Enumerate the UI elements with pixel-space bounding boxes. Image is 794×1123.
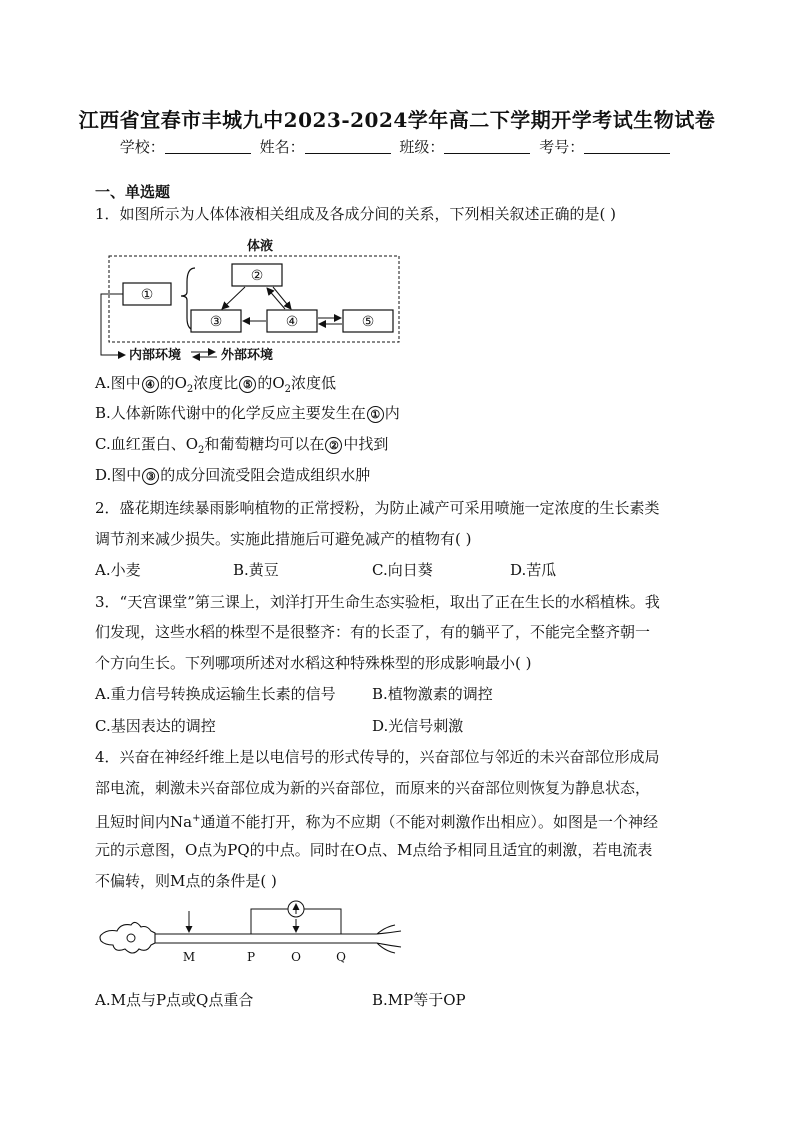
q2-stem-line2: 调节剂来减少损失。实施此措施后可避免减产的植物有( ) xyxy=(95,530,472,548)
q3-stem-line3: 个方向生长。下列哪项所述对水稻这种特殊株型的形成影响最小( ) xyxy=(95,654,532,672)
class-blank[interactable] xyxy=(444,139,530,154)
q2-option-b[interactable]: B.黄豆 xyxy=(233,561,279,579)
q4-neuron-diagram xyxy=(95,897,415,967)
box-3-label: ③ xyxy=(209,314,223,330)
label-p: P xyxy=(246,950,256,964)
q3-option-c[interactable]: C.基因表达的调控 xyxy=(95,717,216,735)
box-2-label: ② xyxy=(250,268,264,284)
student-info-row xyxy=(0,136,794,157)
q2-stem-line1: 2．盛花期连续暴雨影响植物的正常授粉，为防止减产可采用喷施一定浓度的生长素类 xyxy=(95,499,660,517)
arrow-2-to-3 xyxy=(222,287,245,309)
label-o: O xyxy=(291,950,301,964)
q1-body-fluid-diagram xyxy=(95,234,415,366)
external-env-label: 外部环境 xyxy=(221,348,274,363)
school-blank[interactable] xyxy=(165,139,251,154)
q1-option-d[interactable]: D.图中 ③ 的成分回流受阻会造成组织水肿 xyxy=(95,466,371,484)
q4-stem-line1: 4．兴奋在神经纤维上是以电信号的形式传导的，兴奋部位与邻近的未兴奋部位形成局 xyxy=(95,748,660,766)
q3-stem-line2: 们发现，这些水稻的株型不是很整齐：有的长歪了，有的躺平了，不能完全整齐朝一 xyxy=(95,623,651,641)
section-title: 一、单选题 xyxy=(95,183,171,201)
school-label: 学校： xyxy=(119,138,165,156)
label-q: Q xyxy=(336,950,346,964)
q2-option-a[interactable]: A.小麦 xyxy=(95,561,141,579)
q2-option-c[interactable]: C.向日葵 xyxy=(372,561,433,579)
q3-option-d[interactable]: D.光信号刺激 xyxy=(372,717,464,735)
exam-title: 江西省宜春市丰城九中2023-2024学年高二下学期开学考试生物试卷 xyxy=(78,108,716,132)
class-label: 班级： xyxy=(399,138,445,156)
q3-option-a[interactable]: A.重力信号转换成运输生长素的信号 xyxy=(95,685,336,703)
number-blank[interactable] xyxy=(584,139,670,154)
q2-option-d[interactable]: D.苦瓜 xyxy=(510,561,557,579)
box-1-label: ① xyxy=(140,287,154,303)
q4-stem-line5: 不偏转，则M点的条件是( ) xyxy=(95,872,277,890)
q3-stem-line1: 3．“天宫课堂”第三课上，刘洋打开生命生态实验柜，取出了正在生长的水稻植株。我 xyxy=(95,593,660,611)
q4-stem-line2: 部电流，刺激未兴奋部位成为新的兴奋部位，而原来的兴奋部位则恢复为静息状态， xyxy=(95,779,651,797)
name-blank[interactable] xyxy=(305,139,391,154)
q4-stem-line4: 元的示意图，O点为PQ的中点。同时在O点、M点给予相同且适宜的刺激，若电流表 xyxy=(95,841,653,859)
q1-option-a[interactable]: A.图中 ④ 的$O_2$浓度比 ⑤ 的$O_2$浓度低 xyxy=(95,374,337,395)
box-5-label: ⑤ xyxy=(361,314,375,330)
q1-option-c[interactable]: C.血红蛋白、$O_2$和葡萄糖均可以在 ② 中找到 xyxy=(95,435,389,456)
q4-option-b[interactable]: B.MP等于OP xyxy=(372,991,466,1009)
number-label: 考号： xyxy=(539,138,585,156)
q4-stem-line3: 且短时间内Na+通道不能打开，称为不应期（不能对刺激作出相应）。如图是一个神经 xyxy=(95,813,658,831)
q4-option-a[interactable]: A.M点与P点或Q点重合 xyxy=(95,991,254,1009)
axon-terminal xyxy=(377,925,401,953)
q1-option-b[interactable]: B.人体新陈代谢中的化学反应主要发生在 ① 内 xyxy=(95,404,400,422)
internal-env-label: 内部环境 xyxy=(129,348,182,363)
diagram-top-label: 体液 xyxy=(247,239,274,254)
box-4-label: ④ xyxy=(285,314,299,330)
label-m: M xyxy=(182,950,196,964)
arrow-1-to-internal xyxy=(101,294,125,355)
q1-stem: 1．如图所示为人体体液相关组成及各成分间的关系，下列相关叙述正确的是( ) xyxy=(95,205,617,223)
q3-option-b[interactable]: B.植物激素的调控 xyxy=(372,685,493,703)
neuron-nucleus xyxy=(127,934,135,942)
name-label: 姓名： xyxy=(259,138,305,156)
